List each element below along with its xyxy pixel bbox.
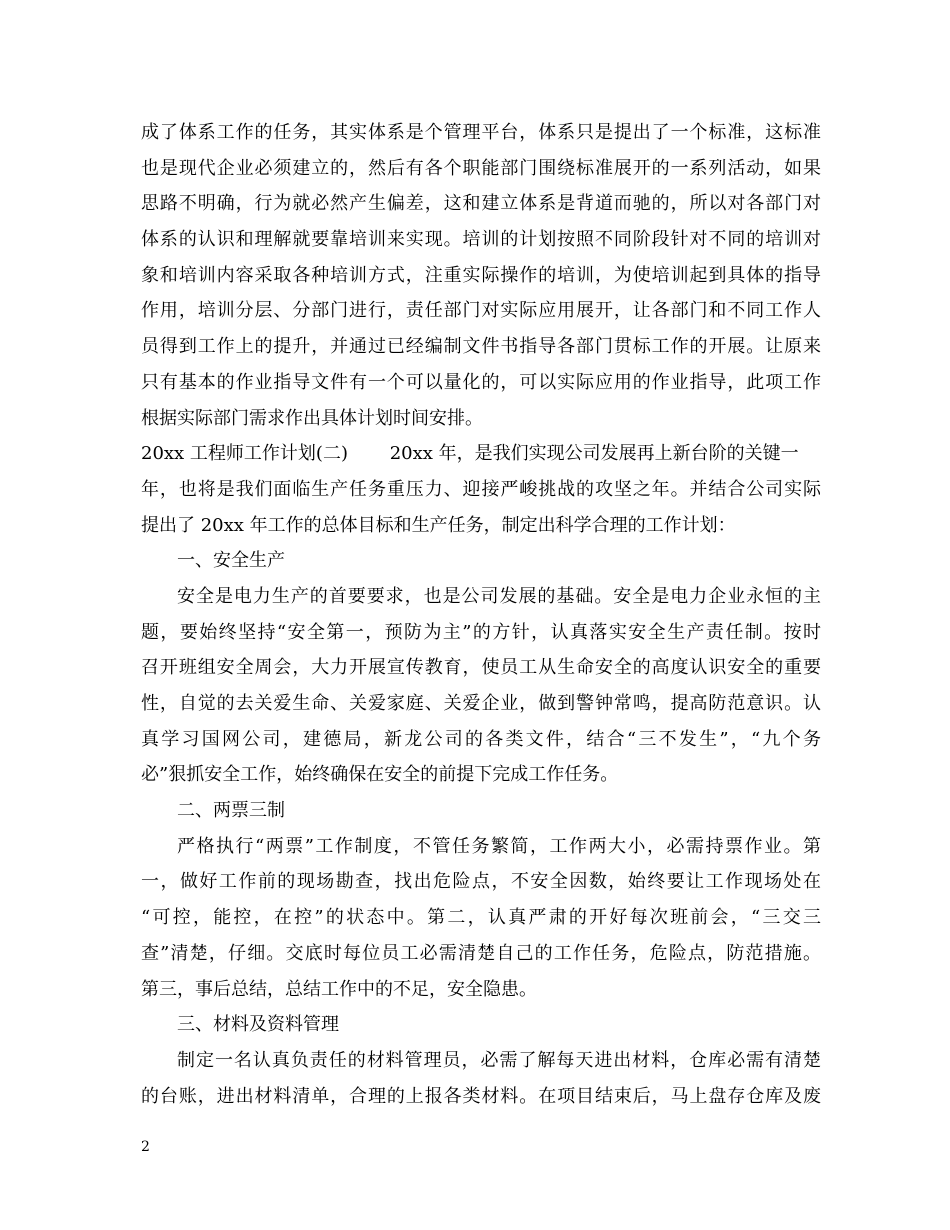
text-line: 召开班组安全周会，大力开展宣传教育，使员工从生命安全的高度认识安全的重要 (141, 657, 821, 679)
text-line: 作用，培训分层、分部门进行，责任部门对实际应用展开，让各部门和不同工作人 (141, 300, 821, 322)
text-line: 题，要始终坚持“安全第一，预防为主”的方针，认真落实安全生产责任制。按时 (141, 621, 821, 643)
text-line: 根据实际部门需求作出具体计划时间安排。 (141, 407, 483, 429)
text-line: “可控，能控，在控”的状态中。第二，认真严肃的开好每次班前会，“三交三 (141, 907, 821, 929)
text-line: 象和培训内容采取各种培训方式，注重实际操作的培训，为使培训起到具体的指导 (141, 264, 821, 286)
text-line: 查”清楚，仔细。交底时每位员工必需清楚自己的工作任务，危险点，防范措施。 (141, 942, 821, 964)
heading-two-tickets: 二、两票三制 (177, 800, 285, 822)
body-text (141, 115, 821, 1114)
page-number: 2 (141, 1139, 150, 1155)
text-line: 思路不明确，行为就必然产生偏差，这和建立体系是背道而驰的，所以对各部门对 (141, 193, 821, 215)
text-line: 必”狠抓安全工作，始终确保在安全的前提下完成工作任务。 (141, 764, 619, 786)
section-title-line: 20xx 工程师工作计划(二) 20xx 年，是我们实现公司发展再上新台阶的关键一 (141, 443, 799, 465)
text-line: 第三，事后总结，总结工作中的不足，安全隐患。 (141, 978, 537, 1000)
text-line: 提出了 20xx 年工作的总体目标和生产任务，制定出科学合理的工作计划： (141, 514, 736, 536)
text-line: 严格执行“两票”工作制度，不管任务繁简，工作两大小，必需持票作业。第 (177, 835, 821, 857)
text-line: 员得到工作上的提升，并通过已经编制文件书指导各部门贯标工作的开展。让原来 (141, 336, 821, 358)
text-line: 一，做好工作前的现场勘查，找出危险点，不安全因数，始终要让工作现场处在 (141, 871, 821, 893)
text-line: 真学习国网公司，建德局，新龙公司的各类文件，结合“三不发生”，“九个务 (141, 728, 821, 750)
text-line: 体系的认识和理解就要靠培训来实现。培训的计划按照不同阶段针对不同的培训对 (141, 229, 821, 251)
text-line: 年，也将是我们面临生产任务重压力、迎接严峻挑战的攻坚之年。并结合公司实际 (141, 478, 821, 500)
text-line: 的台账，进出材料清单，合理的上报各类材料。在项目结束后，马上盘存仓库及废 (141, 1085, 821, 1107)
text-line: 也是现代企业必须建立的，然后有各个职能部门围绕标准展开的一系列活动，如果 (141, 157, 821, 179)
text-line: 制定一名认真负责任的材料管理员，必需了解每天进出材料，仓库必需有清楚 (177, 1049, 821, 1071)
text-line: 安全是电力生产的首要要求，也是公司发展的基础。安全是电力企业永恒的主 (177, 585, 821, 607)
text-line: 性，自觉的去关爱生命、关爱家庭、关爱企业，做到警钟常鸣，提高防范意识。认 (141, 693, 821, 714)
heading-safety: 一、安全生产 (177, 550, 285, 572)
text-line: 只有基本的作业指导文件有一个可以量化的，可以实际应用的作业指导，此项工作 (141, 371, 821, 393)
text-line: 成了体系工作的任务，其实体系是个管理平台，体系只是提出了一个标准，这标准 (141, 122, 821, 143)
heading-materials: 三、材料及资料管理 (177, 1014, 339, 1036)
